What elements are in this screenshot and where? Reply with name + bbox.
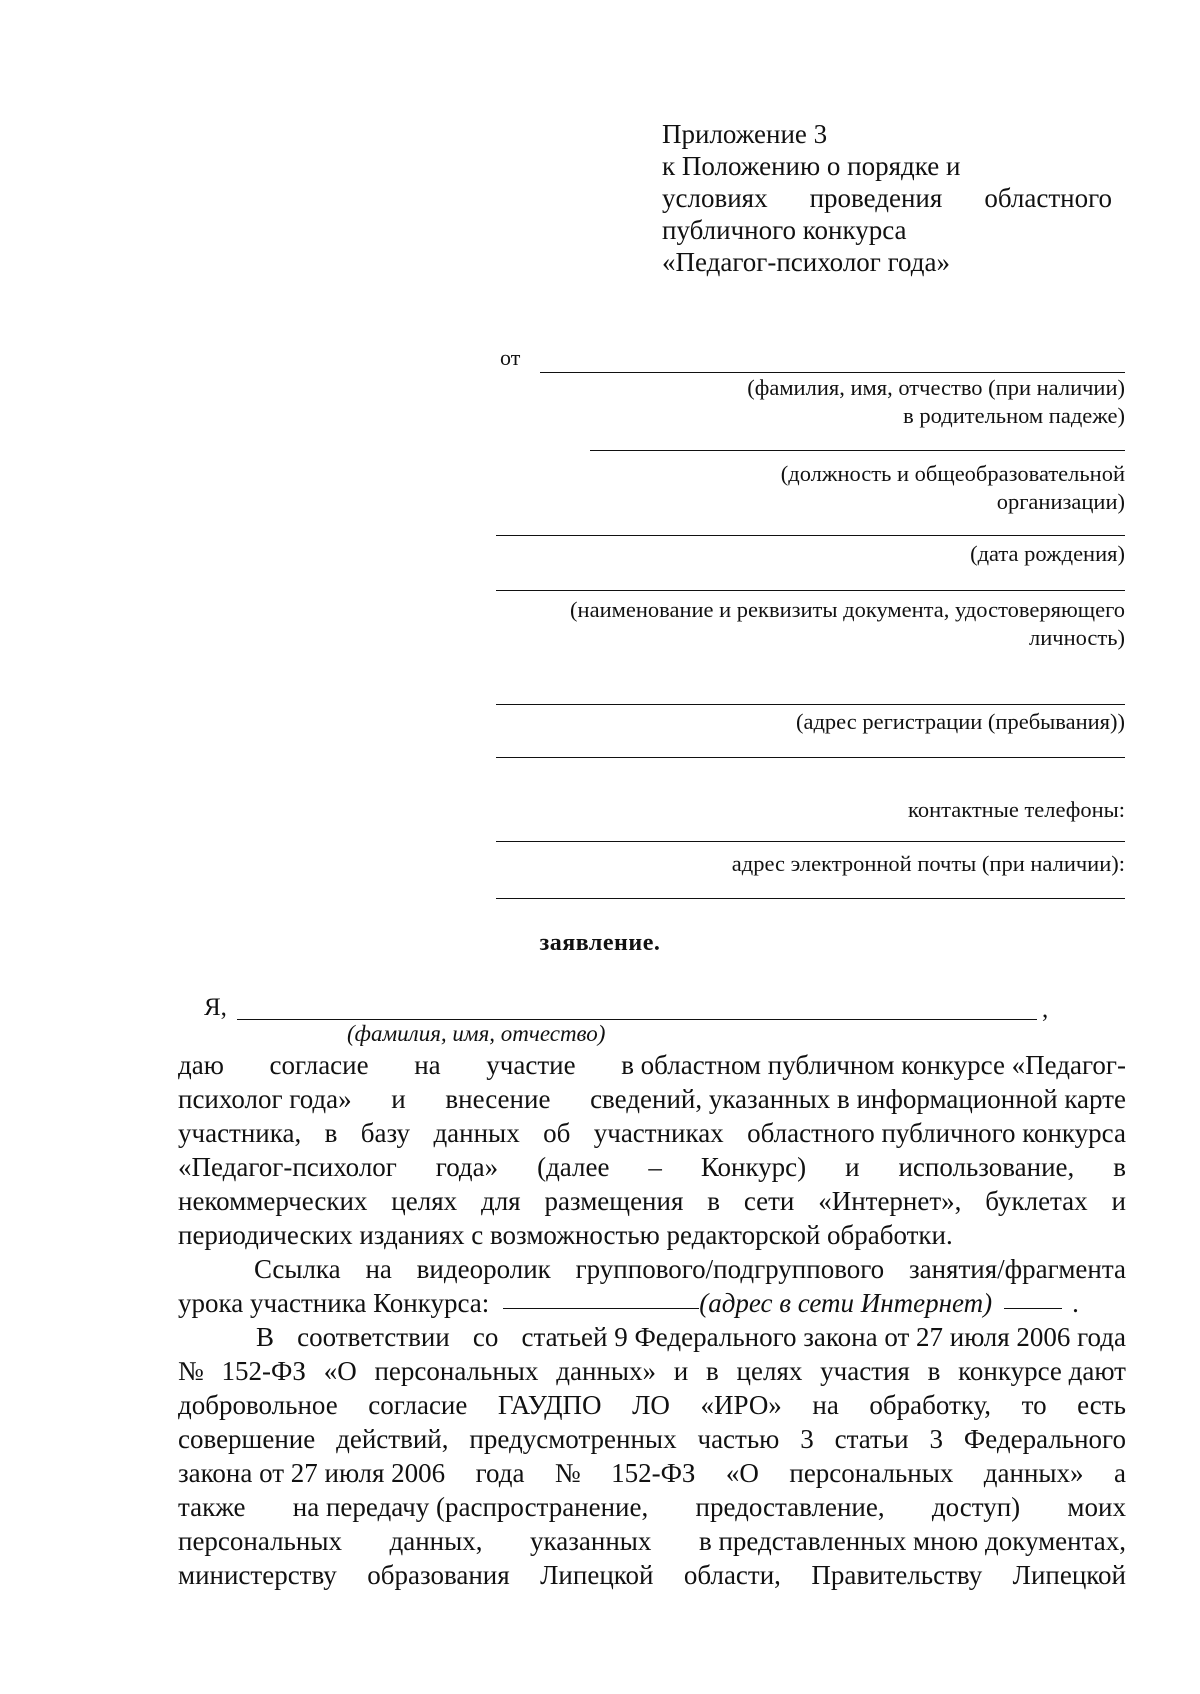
statement-fio-field[interactable] bbox=[237, 1019, 1037, 1020]
email-label: адрес электронной почты (при наличии): bbox=[731, 851, 1125, 876]
text-line: «Педагог-психолог года» (далее – Конкурс) и использование, в bbox=[178, 1152, 1126, 1182]
document-title: заявление. bbox=[539, 930, 661, 956]
fio-hint: (фамилия, имя, отчество) bbox=[347, 1021, 606, 1046]
position-caption: (должность и общеобразовательной организации) bbox=[780, 461, 1125, 514]
birth-date-field[interactable] bbox=[496, 535, 1125, 536]
ya-label: Я, bbox=[204, 994, 227, 1021]
video-link-hint: (адрес в сети Интернет) bbox=[699, 1288, 993, 1318]
phones-field[interactable] bbox=[496, 841, 1125, 842]
appendix-ref-line-justified: условиях проведения областного bbox=[662, 183, 1112, 213]
applicant-fio-field[interactable] bbox=[540, 372, 1125, 373]
text-line: также на передачу (распространение, предоставление, доступ) моих bbox=[178, 1492, 1126, 1522]
text-line: участника, в базу данных об участниках областного публичного конкурса bbox=[178, 1118, 1126, 1148]
text-line: урока участника Конкурса: (адрес в сети Интернет) . bbox=[178, 1288, 1079, 1318]
identity-document-field[interactable] bbox=[496, 590, 1125, 591]
appendix-header bbox=[662, 118, 1112, 278]
video-link-field-2[interactable] bbox=[1004, 1286, 1062, 1309]
consent-paragraph-1 bbox=[178, 1048, 1126, 1252]
appendix-ref-line: «Педагог-психолог года» bbox=[662, 247, 950, 277]
text-line: закона от 27 июля 2006 года № 152-ФЗ «О персональных данных» а bbox=[178, 1458, 1126, 1488]
text-line: № 152-ФЗ «О персональных данных» и в целях участия в конкурсе дают bbox=[178, 1356, 1126, 1386]
text-line: В соответствии со статьей 9 Федерального закона от 27 июля 2006 года bbox=[256, 1322, 1126, 1352]
registration-address-field[interactable] bbox=[496, 704, 1125, 705]
phones-label: контактные телефоны: bbox=[908, 797, 1125, 822]
text-line: некоммерческих целях для размещения в сети «Интернет», буклетах и bbox=[178, 1186, 1126, 1216]
video-link-field[interactable] bbox=[503, 1286, 699, 1309]
text-line: даю согласие на участие в областном публичном конкурсе «Педагог- bbox=[178, 1050, 1126, 1080]
registration-address-caption: (адрес регистрации (пребывания)) bbox=[796, 709, 1125, 734]
personal-data-paragraph bbox=[178, 1320, 1126, 1592]
text-line: министерству образования Липецкой области, Правительству Липецкой bbox=[178, 1560, 1126, 1590]
appendix-ref-line: к Положению о порядке и bbox=[662, 151, 961, 181]
ya-comma: , bbox=[1042, 996, 1049, 1023]
text-line: периодических изданиях с возможностью редакторской обработки. bbox=[178, 1220, 953, 1250]
identity-document-caption: (наименование и реквизиты документа, удостоверяющего личность) bbox=[570, 597, 1125, 650]
text-line: персональных данных, указанных в представленных мною документах, bbox=[178, 1526, 1126, 1556]
video-link-paragraph bbox=[178, 1252, 1126, 1320]
appendix-ref-line: публичного конкурса bbox=[662, 215, 907, 245]
registration-address-field-2[interactable] bbox=[496, 757, 1125, 758]
position-field[interactable] bbox=[590, 450, 1125, 451]
fio-caption: (фамилия, имя, отчество (при наличии) в родительном падеже) bbox=[747, 375, 1125, 428]
text-line: Ссылка на видеоролик группового/подгруппового занятия/фрагмента bbox=[254, 1254, 1126, 1284]
text-line: добровольное согласие ГАУДПО ЛО «ИРО» на обработку, то есть bbox=[178, 1390, 1126, 1420]
from-label: от bbox=[500, 345, 521, 370]
text-line: психолог года» и внесение сведений, указанных в информационной карте bbox=[178, 1084, 1126, 1114]
appendix-number: Приложение 3 bbox=[662, 119, 828, 149]
birth-date-caption: (дата рождения) bbox=[970, 541, 1125, 566]
email-field[interactable] bbox=[496, 898, 1125, 899]
text-line: совершение действий, предусмотренных частью 3 статьи 3 Федерального bbox=[178, 1424, 1126, 1454]
